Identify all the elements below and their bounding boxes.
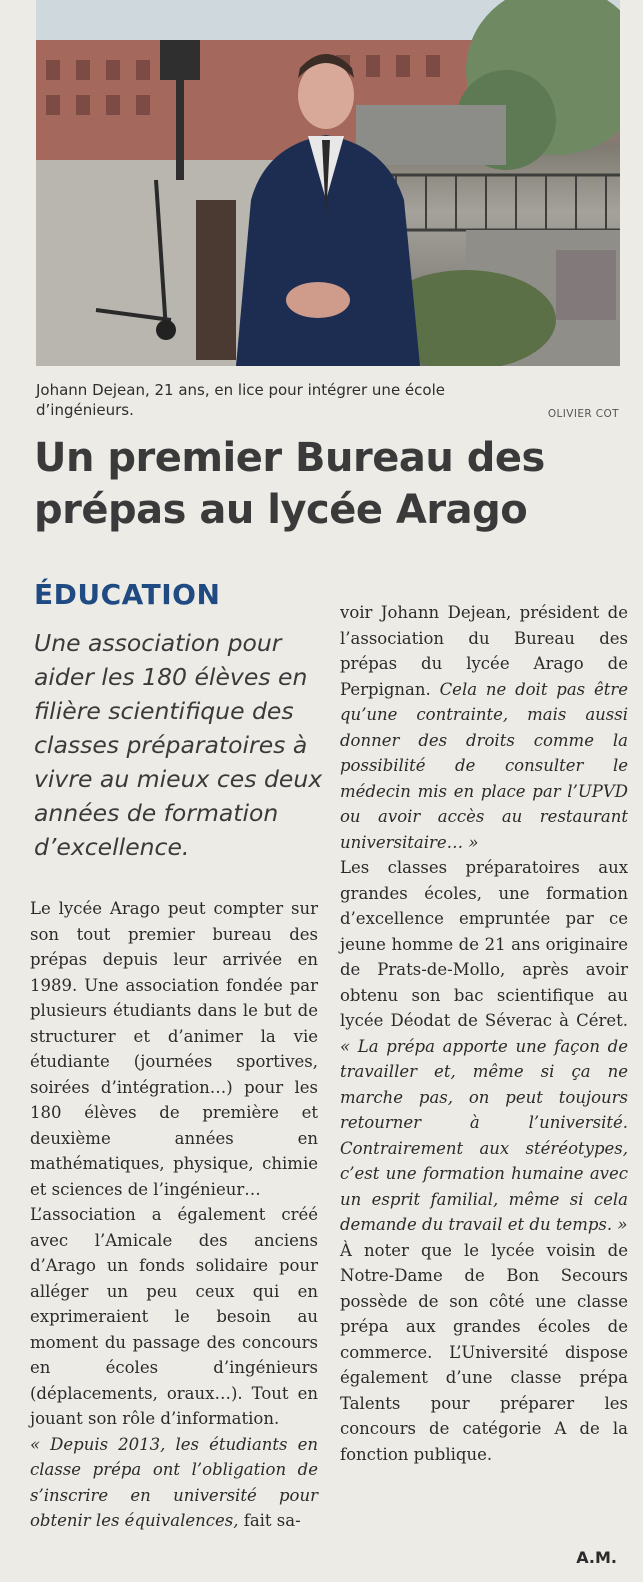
section-rubric: ÉDUCATION: [34, 578, 221, 611]
paragraph: L’association a également créé avec l’Amicale des anciens d’Arago un fonds solidaire pour alléger un peu ceux qui en exprimeraient le besoin au moment du passage des concours en écoles d’ingénieurs (déplacements, oraux…). Tout en jouant son rôle d’information.: [30, 1205, 318, 1428]
photo-credit: OLIVIER COT: [547, 408, 619, 420]
paragraph: Le lycée Arago peut compter sur son tout premier bureau des prépas depuis leur arrivée en 1989. Une association fondée par plusieurs étudiants dans le but de structurer et d’animer la vie étudiante (journées sportives, soirées d’intégration…) pour les 180 élèves de première et deuxième années en mathématiques, physique, chimie et sciences de l’ingénieur…: [30, 899, 318, 1199]
photo-illustration: [36, 0, 620, 366]
paragraph: À noter que le lycée voisin de Notre-Dame de Bon Secours possède de son côté une classe prépa aux grandes écoles de commerce. L’Université dispose également d’une classe prépa Talents pour préparer les concours de catégorie A de la fonction publique.: [340, 1240, 628, 1464]
article-headline: Un premier Bureau des prépas au lycée Arago: [34, 435, 545, 533]
text-run: voir Johann Dejean, président de l’association du Bureau des prépas du lycée Arago de Perpignan.: [340, 603, 628, 699]
text-run: Les classes préparatoires aux grandes écoles, une formation d’excellence empruntée par ce jeune homme de 21 ans originaire de Prats-de-Mollo, après avoir obtenu son bac scientifique au lycée Déodat de Séverac à Céret.: [340, 858, 628, 1030]
photo-caption: Johann Dejean, 21 ans, en lice pour intégrer une école d’ingénieurs.: [36, 381, 445, 419]
quote: Cela ne doit pas être qu’une contrainte, mais aussi donner des droits comme la possibilité de consulter le médecin mis en place par l’UPVD ou avoir accès au restaurant universitaire… »: [340, 679, 628, 852]
article-standfirst: Une association pour aider les 180 élèves en filière scientifique des classes préparatoires à vivre au mieux ces deux années de formation d’excellence.: [34, 629, 323, 861]
paragraph: [30, 1432, 318, 1534]
article-column-right: [340, 600, 628, 1467]
quote: « Depuis 2013, les étudiants en classe prépa ont l’obligation de s’inscrire en université pour obtenir les équivalences,: [30, 1434, 318, 1530]
paragraph: [340, 855, 628, 1238]
article-column-left: [30, 896, 318, 1534]
article-photo: [36, 0, 620, 366]
text-run: fait sa-: [238, 1511, 301, 1530]
author-signature: A.M.: [576, 1548, 617, 1567]
quote: « La prépa apporte une façon de travailler et, même si ça ne marche pas, on peut toujours retourner à l’université. Contrairement aux stéréotypes, c’est une formation humaine avec un esprit familial, même si cela demande du travail et du temps. »: [340, 1036, 628, 1234]
paragraph: [340, 600, 628, 855]
